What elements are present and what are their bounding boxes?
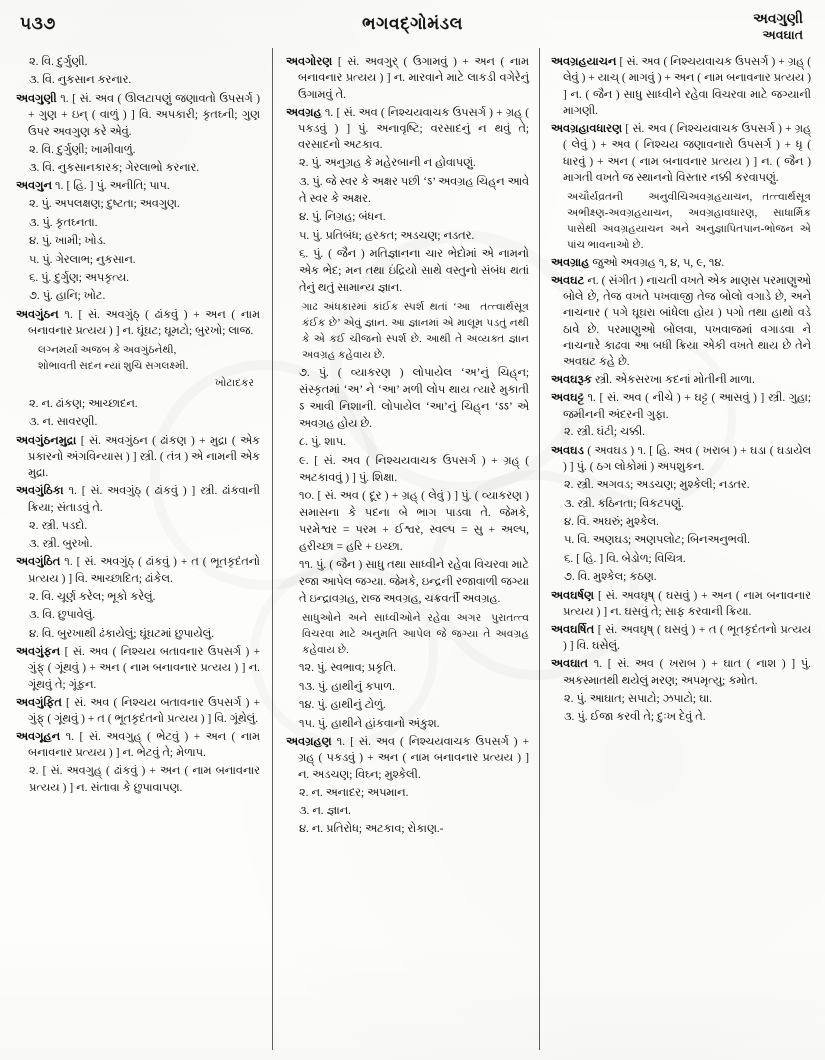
dictionary-entry (16, 729, 260, 762)
sense-text: ૭. વિ. મુશ્કેલ; કઠણ. (564, 571, 657, 584)
dictionary-entry (16, 91, 260, 140)
paragraph-text: સાધુઓને અને સાધ્વીઓને રહેવા અગર વિચરવા માટે અનુમતિ આપેલ જે જગ્યા તે અવગ્રહ કહેવાય છે. (302, 612, 529, 657)
illustrative-paragraph (286, 610, 529, 658)
dictionary-entry (551, 622, 811, 655)
sense-text: ૮. પું. શાપ. (299, 436, 346, 449)
entry-headword: અવઘટ (551, 274, 585, 287)
sense-text: ૨. વિ. દુર્ગુણી; ખામીવાળું. (29, 143, 136, 156)
running-head (0, 0, 825, 52)
dictionary-entry (551, 588, 811, 621)
entry-headword: અવઘરૂક (551, 374, 592, 387)
book-title: ભગવદ્ગોમંડલ (362, 14, 463, 33)
entry-definition: [ સં. અવગુર્ ( ઉગામવું ) + અન ( નામ બનાવનાર પ્રત્યય ) ] ન. મારવાને માટે લાકડી વગેરેનું ઉગામવું તે. (298, 56, 529, 101)
entry-sense (286, 174, 529, 208)
entry-sense (286, 679, 529, 696)
entry-sense (16, 252, 260, 269)
entry-sense (551, 709, 811, 726)
entry-definition: ( અવઘડ ) ૧. [ હિ. અવ ( ખરાબ ) + ઘડા ( ઘડાયેલ ) ] પું. ( ઠગ લોકોમાં ) અપશુકન. (563, 444, 811, 474)
quotation-line: લગ્નમર્યા અજબ કે અવગુંઠનેથી, (38, 344, 177, 356)
sense-text: ૪. પું. ખામી; ખોડ. (29, 235, 106, 248)
sense-text: ૩. પું. ઈજા કરવી તે; દુઃખ દેવું તે. (564, 710, 706, 723)
dictionary-entry (16, 483, 260, 516)
entry-definition: [ સં. અવ ( નિશ્ચય બતાવનાર ઉપસર્ગ ) + ગુંફ્ ( ગૂંથવું ) + ત ( ભૂતકૃદંતનો પ્રત્યય ) ] વિ. ગૂંથેલું. (28, 696, 260, 726)
entry-sense (16, 142, 260, 159)
entry-sense (16, 536, 260, 553)
sense-text: ૬. પું. ( જૈન ) મતિજ્ઞાનના ચાર ભેદોમાં એ નામનો એક ભેદ; મન તથા ઇંદ્રિયો સાથે વસ્તુનો સંબંધ થતાં તેનું થતું સામાન્ય જ્ઞાન. (299, 247, 529, 294)
entry-definition: ૧. [ સં. અવગુંઠ્ ( ઢાંકવું ) ] સ્ત્રી. ઢાંકવાની ક્રિયા; સંતાડવું તે. (28, 485, 260, 514)
entry-headword: અવગુંફન (16, 646, 61, 659)
entry-sense (16, 288, 260, 305)
entry-sense (16, 196, 260, 213)
sense-text: ૩. પું. જે સ્વર કે અક્ષર પછી ‘ऽ’ અવગ્રહ ચિહ્‌ન આવે તે સ્વર કે અક્ષર. (299, 175, 529, 205)
sense-text: ૩. પું. કૃતઘ્નતા. (29, 216, 98, 229)
quotation-line: શોભાવતી સદન ન્યાં શુચિ સગલક્ષ્મી. (38, 361, 189, 373)
entry-headword: અવગ્રહણ (286, 735, 332, 748)
entry-sense (286, 660, 529, 677)
sense-text: ૨. ન. ઢાંકણ; આચ્છાદન. (29, 397, 138, 410)
illustrative-paragraph (286, 299, 529, 363)
entry-headword: અવગુંફિત (16, 696, 62, 709)
text-columns (0, 52, 825, 1060)
column-2 (272, 52, 539, 1060)
sense-text: ૧૪. પું. હાથીનું ટોળું. (299, 699, 386, 712)
entry-sense (286, 716, 529, 733)
sense-text: ૨. ન. અનાદર; અપમાન. (299, 786, 409, 799)
paragraph-source: તત્ત્વાર્થસૂત્ર (480, 300, 529, 313)
entry-definition: ૧. [ સં. અવ ( ઊલટાપણું જણાવતો ઉપસર્ગ ) + ગુણ + ઇન્ ( વાળું ) ] વિ. અપકારી; કૃતઘ્ની; ગુણ ઉપર અવગુણ કરે એવું. (28, 92, 260, 138)
dictionary-entry (551, 121, 811, 187)
entry-definition: [ સં. અવ ( નિશ્ચય બતાવનાર ઉપસર્ગ ) + ગુંફ્ ( ગૂંથવું ) + અન ( નામ બનાવનાર પ્રત્યય ) ] ન. ગૂંથવું તે; ગૂંફન. (28, 646, 260, 691)
dictionary-entry (551, 443, 811, 476)
paragraph-text: ગાઢ અંધકારમાં કાંઈક સ્પર્શ થતાં ‘આ કંઈક છે’ એવું જ્ઞાન. આ જ્ઞાનમાં એ માલૂમ પડતું નથી કે એ કઈ ચીજનો સ્પર્શ છે. આથી તે અવ્યક્ત જ્ઞાન અવગ્રહ કહેવાય છે. (302, 300, 529, 361)
entry-definition: ૧. [ સં. અવ ( ખરાબ ) + ઘાત ( નાશ ) ] પું. અકસ્માતથી થયેલું મરણ; અપમૃત્યુ; કમોત. (563, 658, 811, 687)
dictionary-entry (551, 656, 811, 689)
entry-sense (16, 414, 260, 431)
entry-headword: અવગુંઠનમુદ્રા (16, 434, 77, 447)
entry-definition: [ સં. અવઘૃષ્ ( ઘસવું ) + અન ( નામ બનાવનાર પ્રત્યય ) ] ન. ઘસવું તે; સાફ કરવાની ક્રિયા. (563, 589, 811, 619)
sense-text: ૨. સ્ત્રી. ઘંટી; ચક્કી. (564, 426, 646, 439)
sense-text: ૫. પું. ગેરલાભ; નુકસાન. (29, 253, 136, 266)
dictionary-entry (16, 644, 260, 693)
entry-definition: સ્ત્રી. એકસરખા કદનાં મોતીની માળા. (591, 374, 755, 387)
entry-sense (286, 803, 529, 820)
quotation (16, 343, 260, 393)
entry-sense (16, 589, 260, 606)
dictionary-entry (16, 178, 260, 194)
entry-headword: અવગૂહન (16, 730, 61, 743)
sense-text: ૪. પું. નિગ્રહ; બંધન. (299, 211, 386, 224)
dictionary-entry (551, 390, 811, 423)
entry-sense (286, 246, 529, 297)
dictionary-entry (286, 105, 529, 154)
sense-text: ૪. વિ. બુરખાથી ઢંકાયેલું; ઘૂંઘટમાં છુપાયેલું. (29, 627, 215, 640)
sense-text: ૫. પું. પ્રતિબંધ; હરકત; અડચણ; નડતર. (299, 229, 475, 242)
entry-definition: ૧. [ સં. અવગુહ્ ( ભેટવું ) + અન ( નામ બનાવનાર પ્રત્યય ) ] ન. ભેટવું તે; મેળાપ. (28, 730, 260, 760)
sense-text: ૩. સ્ત્રી. બુરખો. (29, 538, 93, 551)
sense-text: ૪. વિ. અઘરું; મુશ્કેલ. (564, 516, 659, 528)
entry-sense (551, 532, 811, 549)
entry-sense (16, 607, 260, 624)
entry-sense (286, 228, 529, 245)
dictionary-entry (16, 695, 260, 728)
entry-sense (16, 626, 260, 643)
entry-sense (16, 72, 260, 89)
entry-sense (551, 496, 811, 513)
sense-text: ૧૩. પું. હાથીનું કપાળ. (299, 680, 395, 693)
entry-sense (286, 365, 529, 433)
dictionary-entry (551, 54, 811, 120)
entry-definition: ૧. [ સં. અવગુંઠ્ ( ઢાંકવું ) + અન ( નામ બનાવનાર પ્રત્યય ) ] ન. ઘૂંઘટ; ઘૂમટો; બુરખો; લાજ. (28, 308, 260, 338)
sense-text: ૩. ન. જ્ઞાન. (299, 805, 351, 818)
entry-headword: અવગુંઠિકા (16, 485, 64, 498)
sense-text: ૩. વિ. નુકસાનકારક; ગેરલાભો કરનાર. (29, 161, 200, 174)
sense-text: ૪. ન. પ્રતિરોધ; અટકાવ; રોકાણ.- (299, 823, 444, 836)
entry-definition: ન. ( સંગીત ) નાચતી વખતે એક માણસ પરમાણુઓ બોલે છે, તેજ વખતે પખવાજી તેજ બોલો વગાડે છે, અને નાચનાર ( પગે ઘૂઘરા બાંધેલા હોય ) પગો તથા હાથો વડે ઠાવે છે. પરમાણુઓ બોલવા, પખવાજમાં વગાડવા ને નાચનારે કાઢવા આ બધી ક્રિયા એકી વખતે થાય છે તેને અવઘટ કહે છે. (563, 274, 811, 369)
page-number: ૫૩૭ (20, 14, 56, 33)
entry-headword: અવગ્રહયાચન (551, 56, 617, 68)
sense-text: ૩. વિ. છુપાવેલું. (29, 609, 96, 622)
sense-text: ૨. સ્ત્રી. પડદો. (29, 519, 88, 532)
entry-headword: અવઘાત (551, 658, 588, 671)
guide-words (753, 12, 803, 42)
entry-sense (551, 424, 811, 441)
entry-definition: [ સં. અવગુંઠન ( ઢાંકણ ) + મુદ્રા ( એક પ્રકારનો અંગવિન્યાસ ) ] સ્ત્રી. ( તંત્ર ) એ નામની એક મુદ્રા. (28, 434, 260, 480)
paragraph-source: તત્ત્વાર્થસૂત્ર (762, 190, 811, 203)
sense-text: ૨. વિ. ચૂર્ણ કરેલ; ભૂકો કરેલું. (29, 590, 156, 603)
guide-word-second: અવઘાત (762, 27, 803, 42)
entry-sense (16, 233, 260, 250)
sense-text: ૨. પું. અનુગ્રહ કે મહેરબાની ન હોવાપણું. (299, 157, 476, 170)
guide-word-first: અવગુણી (753, 12, 803, 27)
entry-headword: અવઘડ (551, 444, 584, 457)
sense-text: ૧૫. પું. હાથીને હાંકવાનો અંકુશ. (299, 717, 440, 730)
column-1 (0, 52, 272, 1060)
entry-definition: [ સં. અવ ( નિશ્ચયવાચક ઉપસર્ગ ) + ગ્રહ્ ( લેવું ) + યાચ્ ( માગવું ) + અન ( નામ બનાવનાર પ્રત્યય ) ] ન. ( જૈન ) સાધુ સાધ્વીને રહેવા વિચરવા માટે જગ્યાની માગણી. (563, 56, 811, 118)
entry-sense (286, 453, 529, 487)
entry-sense (286, 155, 529, 172)
entry-sense (551, 691, 811, 708)
entry-definition: ૧. [ સં. અવ ( નિશ્ચયવાચક ઉપસર્ગ ) + ગ્રહ્ ( પકડવું ) + અન ( નામ બનાવનાર પ્રત્યય ) ] ન. અડચણ; વિઘ્ન; મુશ્કેલી. (298, 735, 529, 781)
sense-text: ૭. પું. ( વ્યાકરણ ) લોપાયેલ ‘અ’નું ચિહ્‌ન; સંસ્કૃતમાં ‘અ’ ને ‘આ’ મળી લોપ થાય ત્યારે મુકાતી ऽ આવી નિશાની. લોપાયેલ ‘આ’નું ચિહ્‌ન ‘ऽऽ’ એ અવગ્રહ હોય છે. (299, 366, 529, 430)
column-3 (539, 52, 825, 1060)
sense-text: ૧૧. પું. ( જૈન ) સાધુ તથા સાધ્વીને રહેવા વિચરવા માટે રજા આપેલ જગ્યા. જેમકે, ઇન્દ્રની રજાવાળી જગ્યા તે ઇન્દ્રાવગ્રહ, રાજ અવગ્રહ, ચક્રવર્તી અવગ્રહ. (299, 559, 529, 606)
entry-headword: અવગ્રહ (286, 106, 322, 119)
entry-sense (16, 763, 260, 797)
entry-sense (286, 785, 529, 802)
sense-text: ૨. પું. આઘાત; સપાટો; ઝપાટો; ઘા. (564, 692, 713, 705)
entry-sense (286, 697, 529, 714)
sense-text: ૨. પું. અપલક્ષણ; દુષ્ટતા; અવગુણ. (29, 198, 180, 211)
entry-sense (286, 488, 529, 556)
sense-text: ૩. વિ. નુકસાન કરનાર. (29, 74, 132, 87)
entry-definition: ૧. [ હિ. ] પું. અનીતિ; પાપ. (52, 180, 170, 193)
entry-sense (551, 569, 811, 586)
entry-headword: અવઘર્ષિત (551, 624, 595, 636)
entry-definition: ૧. [ સં. અવ ( નીચે ) + ઘટ્ટ ( આસવું ) ] સ્ત્રી. ગુહા; જમીનની અંદરની ગુફા. (563, 392, 811, 421)
entry-sense (16, 54, 260, 71)
quotation-attribution: ખોટાદકર (215, 378, 254, 390)
dictionary-entry (551, 273, 811, 371)
dictionary-entry (16, 307, 260, 340)
dictionary-entry (16, 554, 260, 587)
sense-text: ૨. વિ. દુર્ગુણી. (29, 56, 88, 68)
entry-definition: [ સં. અવઘૃષ્ ( ઘસવું ) + ત ( ભૂતકૃદંતનો પ્રત્યય ) ] વિ. ઘસેલું. (563, 624, 811, 653)
entry-headword: અવગુંઠન (16, 308, 59, 321)
entry-sense (551, 514, 811, 531)
sense-text: ૬. પું. દુર્ગુણ; અપકૃત્ય. (29, 272, 129, 284)
dictionary-entry (16, 433, 260, 482)
entry-definition: ૧. [ સં. અવગુંઠ્ ( ઢાંકવું ) + ત ( ભૂતકૃદંતનો પ્રત્યય ) ] વિ. આચ્છાદિત; ઢાંકેલ. (28, 556, 260, 585)
entry-sense (286, 209, 529, 226)
entry-sense (16, 215, 260, 232)
entry-sense (286, 434, 529, 451)
entry-headword: અવગોરણ (286, 56, 333, 68)
entry-sense (286, 821, 529, 838)
entry-headword: અવગુન (16, 180, 53, 193)
dictionary-entry (286, 54, 529, 103)
entry-sense (551, 551, 811, 568)
entry-headword: અવગુણી (16, 92, 57, 105)
paragraph-source: પુરાતત્ત્વ (491, 612, 529, 625)
entry-sense (16, 396, 260, 413)
dictionary-entry (551, 255, 811, 271)
sense-text: ૩. ન. સાવરણી. (29, 416, 98, 429)
entry-definition: [ સં. અવ ( નિશ્ચયવાચક ઉપસર્ગ ) + ગ્રહ્ ( લેવું ) + અવ ( નિશ્ચય જણાવનારો ઉપસર્ગ ) + ધૃ ( ધારવું ) + અન ( નામ બનાવનાર પ્રત્યય ) ] ન. ( જૈન ) માગતી વખતે જ સ્થાનનો વિસ્તાર નક્કી કરવાપણું. (563, 123, 811, 185)
sense-text: ૭. પું. હાનિ; ખોટ. (29, 290, 106, 303)
entry-headword: અવઘર્ષણ (551, 589, 594, 602)
paragraph-text: અચૌર્યવ્રતની અનુવીચિઅવગ્રહયાચન, અભીક્ષ્ણ-અવગ્રહયાચન, અવગ્રહાવધારણ, સાધાર્મિક પાસેથી અવગ્રહયાચન અને અનુજ્ઞાપિતપાન-ભોજન એ પાંચ ભાવનાઓ છે. (567, 190, 811, 251)
sense-text: ૩. સ્ત્રી. કઠિનતા; વિકટપણું. (564, 497, 684, 510)
entry-definition: ૧. [ સં. અવ ( નિશ્ચયવાચક ઉપસર્ગ ) + ગ્રહ્ ( પકડવું ) ] પું. અનાવૃષ્ટિ; વરસાદનું ન થવું તે; વરસાદનો અટકાવ. (298, 106, 529, 152)
entry-sense (286, 557, 529, 608)
entry-sense (16, 270, 260, 287)
sense-text: ૫. વિ. અણઘડ; અણપલોટ; બિનઅનુભવી. (564, 534, 750, 547)
dictionary-entry (551, 372, 811, 388)
entry-definition: જુઓ અવગ્રહ ૧, ૪, ૫, ૯, ૧૪. (589, 256, 725, 269)
entry-sense (16, 518, 260, 535)
entry-headword: અવગ્રહાવધારણ (551, 123, 623, 135)
entry-headword: અવઘટ્ટ (551, 392, 584, 405)
sense-text: ૬. [ હિ. ] વિ. બેડોળ; વિચિત્ર. (564, 552, 686, 565)
entry-sense (16, 160, 260, 177)
dictionary-entry (286, 734, 529, 783)
sense-text: ૨. સ્ત્રી. અગવડ; અડચણ; મુશ્કેલી; નડતર. (564, 479, 750, 492)
sense-text: ૧૦. [ સં. અવ ( દૂર ) + ગ્રહ્ ( લેવું ) ] પું. ( વ્યાકરણ ) સમાસના કે પદના બે ભાગ પાડવા તે. જેમકે, પરમેશ્વર = પરમ + ઈશ્વર, સ્વલ્પ = સુ + અલ્પ, હરીચ્છા = હરિ + ઇચ્છા. (299, 490, 529, 553)
sense-text: ૨. [ સં. અવગુહ્ ( ઢાંકવું ) + અન ( નામ બનાવનાર પ્રત્યય ) ] ન. સંતાવા કે છુપાવાપણ. (29, 765, 260, 795)
entry-headword: અવગ્રાહ (551, 256, 590, 269)
sense-text: ૯. [ સં. અવ ( નિશ્ચયવાચક ઉપસર્ગ ) + ગ્રહ્ ( અટકાવવું ) ] પું. શિક્ષા. (299, 454, 529, 484)
illustrative-paragraph (551, 189, 811, 253)
entry-sense (551, 477, 811, 494)
entry-headword: અવગુંઠિત (16, 556, 61, 569)
sense-text: ૧૨. પું. સ્વભાવ; પ્રકૃતિ. (299, 662, 397, 675)
